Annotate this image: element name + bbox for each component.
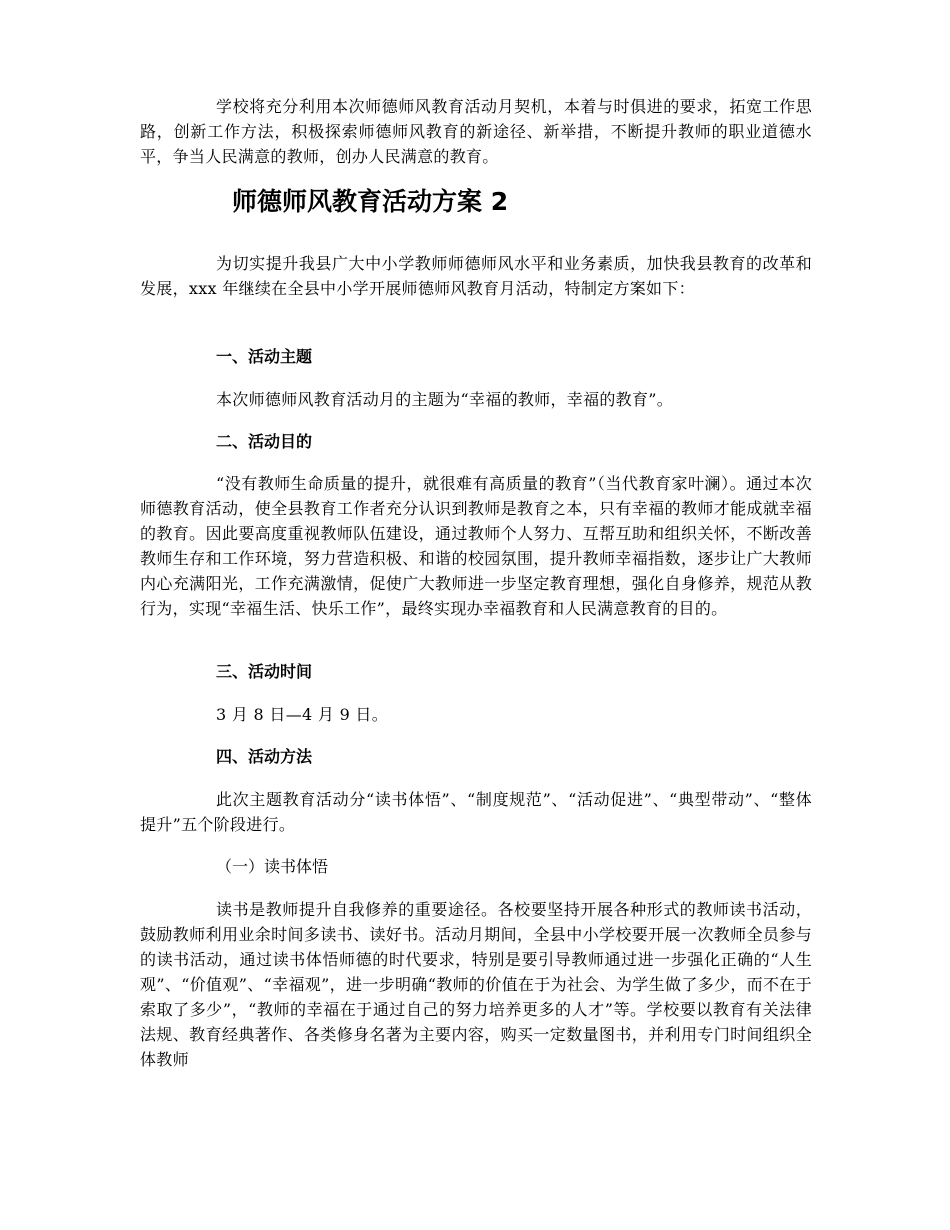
- section-heading-time: 三、活动时间: [216, 662, 313, 681]
- section-body-time: 3 月 8 日—4 月 9 日。: [216, 705, 389, 724]
- subsection-body-reading: 读书是教师提升自我修养的重要途径。各校要坚持开展各种形式的教师读书活动，鼓励教师利用业余时间多读书、读好书。活动月期间，全县中小学校要开展一次教师全员参与的读书活动，通过读书体悟师德的时代要求，特别是要引导教师通过进一步强化正确的“人生观”、“价值观”、“幸福观”，进一步明确“教师的价值在于为社会、为学生做了多少，而不在于索取了多少”，“教师的幸福在于通过自己的努力培养更多的人才”等。学校要以教育有关法律法规、教育经典著作、各类修身名著为主要内容，购买一定数量图书，并利用专门时间组织全体教师: [140, 900, 812, 1069]
- preamble-paragraph: 为切实提升我县广大中小学教师师德师风水平和业务素质，加快我县教育的改革和发展，xxx 年继续在全县中小学开展师德师风教育月活动，特制定方案如下：: [140, 254, 812, 298]
- document-title: 师德师风教育活动方案 2: [232, 187, 509, 216]
- section-heading-theme: 一、活动主题: [216, 347, 313, 366]
- subsection-heading-reading: （一）读书体悟: [216, 857, 329, 876]
- section-heading-method: 四、活动方法: [216, 747, 313, 766]
- section-body-theme: 本次师德师风教育活动月的主题为“幸福的教师，幸福的教育”。: [216, 390, 674, 409]
- section-body-purpose: “没有教师生命质量的提升，就很难有高质量的教育”（当代教育家叶澜）。通过本次师德教育活动，使全县教育工作者充分认识到教师是教育之本，只有幸福的教师才能成就幸福的教育。因此要高度重视教师队伍建设，通过教师个人努力、互帮互助和组织关怀，不断改善教师生存和工作环境，努力营造积极、和谐的校园氛围，提升教师幸福指数，逐步让广大教师内心充满阳光，工作充满激情，促使广大教师进一步坚定教育理想，强化自身修养，规范从教行为，实现“幸福生活、快乐工作”，最终实现办幸福教育和人民满意教育的目的。: [140, 474, 812, 618]
- section-body-method: 此次主题教育活动分“读书体悟”、“制度规范”、“活动促进”、“典型带动”、“整体提升”五个阶段进行。: [140, 790, 812, 834]
- section-heading-purpose: 二、活动目的: [216, 432, 313, 451]
- intro-paragraph: 学校将充分利用本次师德师风教育活动月契机，本着与时俱进的要求，拓宽工作思路，创新工作方法，积极探索师德师风教育的新途径、新举措，不断提升教师的职业道德水平，争当人民满意的教师，创办人民满意的教育。: [140, 97, 812, 166]
